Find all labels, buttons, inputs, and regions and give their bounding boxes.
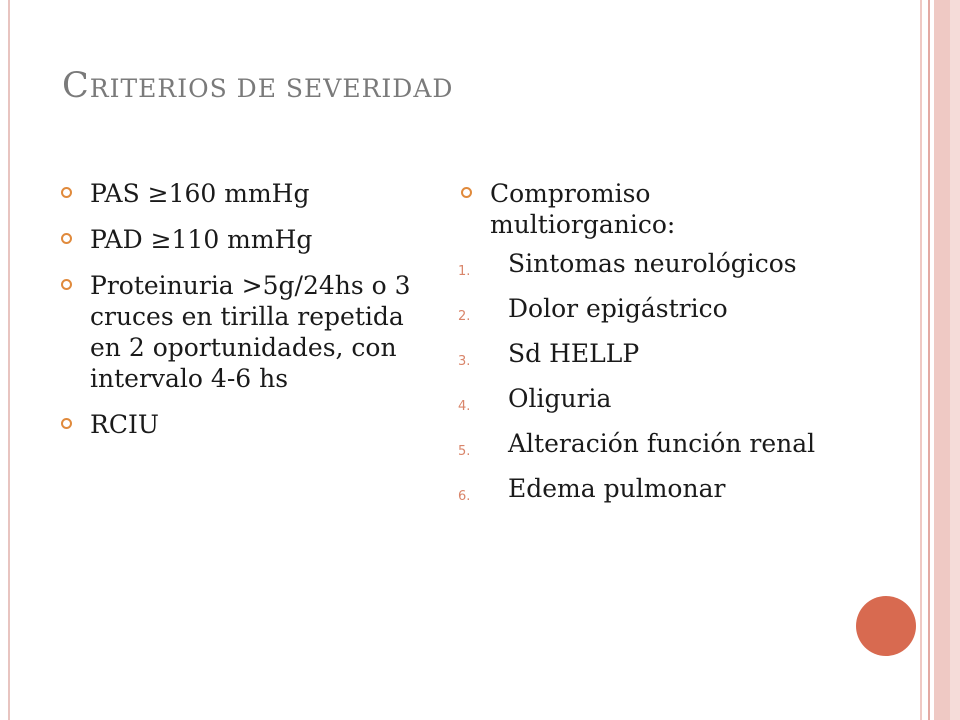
- title-rest: RITERIOS DE SEVERIDAD: [89, 74, 454, 103]
- list-item-text: PAS ≥160 mmHg: [90, 179, 310, 208]
- title-initial: C: [62, 66, 90, 106]
- item-text: Alteración función renal: [508, 429, 816, 458]
- right-list: [458, 178, 842, 518]
- item-number: 6.: [458, 489, 471, 504]
- left-frame-line: [8, 0, 10, 720]
- bullet-icon: [61, 418, 72, 429]
- right-frame-stripes: [918, 0, 960, 720]
- item-text: Oliguria: [508, 384, 612, 413]
- left-bullet-list: [62, 178, 412, 455]
- list-item: [62, 270, 412, 394]
- item-number: 2.: [458, 309, 471, 324]
- bullet-icon: [61, 233, 72, 244]
- numbered-item: [458, 293, 842, 324]
- list-item-text: PAD ≥110 mmHg: [90, 225, 313, 254]
- item-number: 5.: [458, 444, 471, 459]
- item-text: Sd HELLP: [508, 339, 640, 368]
- numbered-item: [458, 473, 842, 504]
- item-number: 1.: [458, 264, 471, 279]
- item-number: 3.: [458, 354, 471, 369]
- bullet-icon: [61, 187, 72, 198]
- item-text: Sintomas neurológicos: [508, 249, 797, 278]
- item-number: 4.: [458, 399, 471, 414]
- list-item: [62, 409, 412, 440]
- list-item-text: RCIU: [90, 410, 159, 439]
- bullet-icon: [61, 279, 72, 290]
- list-item: [62, 178, 412, 209]
- list-header-text: Compromiso multiorganico:: [490, 179, 676, 239]
- numbered-item: [458, 248, 842, 279]
- slide-title: [62, 66, 453, 106]
- list-header: [462, 178, 842, 240]
- numbered-item: [458, 383, 842, 414]
- numbered-item: [458, 428, 842, 459]
- list-item-text: Proteinuria >5g/24hs o 3 cruces en tirilla repetida en 2 oportunidades, con intervalo 4-6 hs: [90, 271, 411, 393]
- list-item: [62, 224, 412, 255]
- accent-circle: [856, 596, 916, 656]
- numbered-item: [458, 338, 842, 369]
- bullet-icon: [461, 187, 472, 198]
- item-text: Dolor epigástrico: [508, 294, 728, 323]
- item-text: Edema pulmonar: [508, 474, 726, 503]
